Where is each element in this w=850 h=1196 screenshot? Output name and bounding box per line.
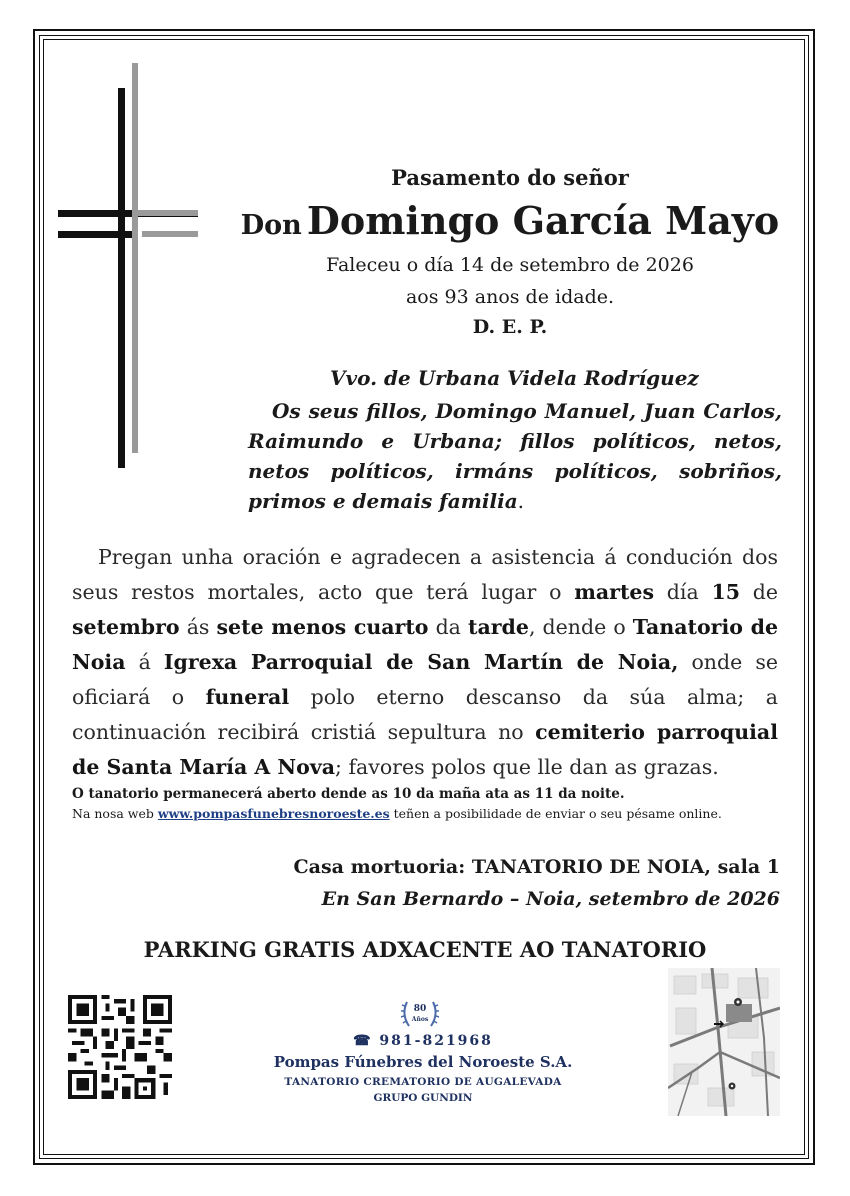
crematorium-name: TANATORIO CREMATORIO DE AUGALEVADA (284, 1076, 562, 1088)
badge-label: Años (411, 1016, 429, 1023)
cross-icon (50, 60, 210, 500)
ceremony-day: martes (574, 580, 655, 604)
ceremony-date-number: 15 (711, 580, 740, 604)
rip-line: D. E. P. (472, 316, 548, 338)
ceremony-text (72, 540, 778, 785)
ceremony-origin: Tanatorio de Noia (72, 615, 778, 674)
ceremony-text-part: ás (179, 615, 217, 639)
web-suffix: teñen a posibilidade de enviar o seu pésame online. (389, 806, 722, 821)
funeral-home-line: Casa mortuoria: TANATORIO DE NOIA, sala 1 (293, 856, 780, 878)
ceremony-time: sete menos cuarto (216, 615, 429, 639)
ceremony-church: Igrexa Parroquial de San Martín de Noia, (163, 650, 679, 674)
phone-icon: ☎ (353, 1033, 373, 1049)
ceremony-month: setembro (72, 615, 180, 639)
deceased-name: Domingo García Mayo (306, 198, 780, 243)
website-link[interactable]: www.pompasfunebresnoroeste.es (157, 806, 390, 821)
qr-code[interactable] (68, 995, 172, 1099)
family-text (248, 396, 782, 516)
deceased-name-line (200, 198, 820, 243)
badge-number: 80 (413, 1004, 427, 1014)
ceremony-text-part: día (654, 580, 712, 604)
group-name: GRUPO GUNDIN (373, 1092, 473, 1104)
web-prefix: Na nosa web (72, 806, 158, 821)
ceremony-text-part: ; favores polos que lle dan as grazas. (335, 755, 719, 779)
anniversary-logo-icon (397, 996, 443, 1032)
ceremony-text-part: onde se oficiará o (72, 650, 778, 709)
intro-line: Pasamento do señor (391, 165, 629, 190)
name-prefix: Don (240, 210, 302, 241)
place-date-line: En San Bernardo – Noia, setembro de 2026 (321, 888, 780, 910)
ceremony-text-part: á (125, 650, 164, 674)
ceremony-text-part: , dende o (528, 615, 633, 639)
phone-number: 981-821968 (379, 1033, 493, 1049)
web-line (72, 806, 802, 821)
parking-notice: PARKING GRATIS ADXACENTE AO TANATORIO (143, 937, 707, 962)
ceremony-text-part: Pregan unha oración e agradecen a asistencia á condución dos seus restos mortales, acto que terá lugar o (72, 545, 778, 604)
family-list: Os seus fillos, Domingo Manuel, Juan Carlos, Raimundo e Urbana; fillos políticos, netos, netos políticos, irmáns políticos, sobriños, primos e demais familia (248, 399, 782, 513)
widow-line: Vvo. de Urbana Videla Rodríguez (330, 366, 699, 390)
family-end: . (517, 489, 525, 513)
ceremony-funeral: funeral (205, 685, 290, 709)
phone-line[interactable] (300, 1033, 546, 1049)
location-map[interactable] (668, 968, 780, 1116)
ceremony-text-part: da (428, 615, 468, 639)
ceremony-text-part: polo eterno descanso da súa alma; a continuación recibirá cristiá sepultura no (72, 685, 778, 744)
ceremony-cemetery: cemiterio parroquial de Santa María A Nova (72, 720, 778, 779)
company-name: Pompas Fúnebres del Noroeste S.A. (273, 1053, 573, 1071)
age-line: aos 93 anos de idade. (405, 286, 615, 308)
ceremony-text-part: de (739, 580, 779, 604)
death-date: Faleceu o día 14 de setembro de 2026 (326, 254, 694, 276)
ceremony-period: tarde (468, 615, 529, 639)
opening-hours: O tanatorio permanecerá aberto dende as 10 da maña ata as 11 da noite. (72, 786, 625, 802)
